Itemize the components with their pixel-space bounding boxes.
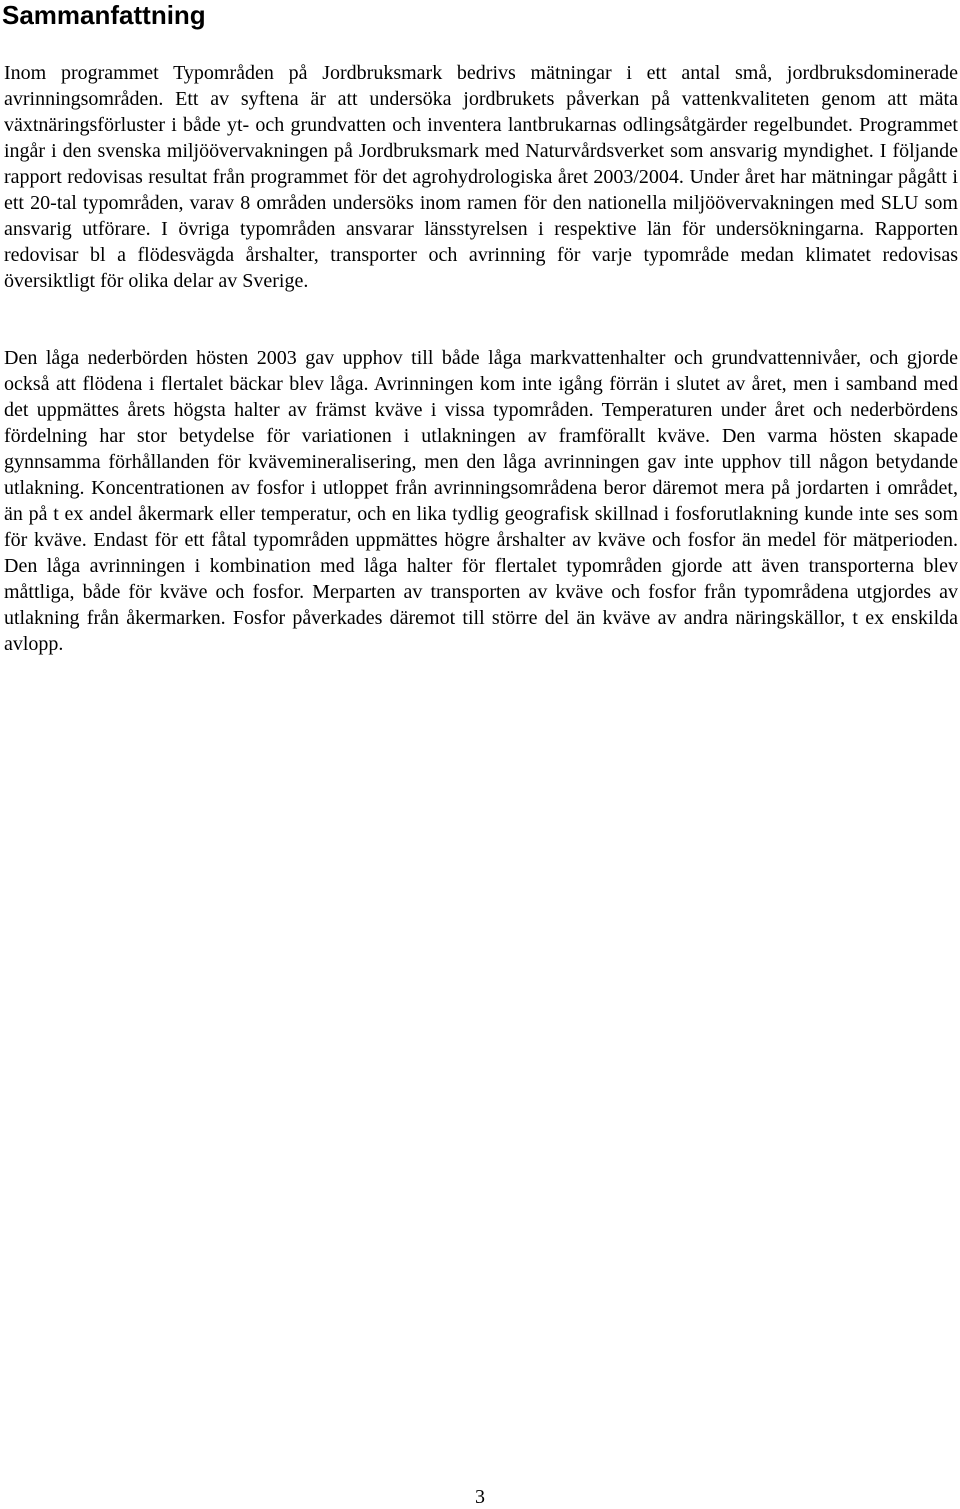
summary-paragraph-1: Inom programmet Typområden på Jordbruksmark bedrivs mätningar i ett antal små, jordbruksdominerade avrinningsområden. Ett av syftena är att undersöka jordbrukets påverkan på vattenkvaliteten genom att mäta växtnäringsförluster i både yt- och grundvatten och inventera lantbrukarnas odlingsåtgärder regelbundet. Programmet ingår i den svenska miljöövervakningen på Jordbruksmark med Naturvårdsverket som ansvarig myndighet. I följande rapport redovisas resultat från programmet för det agrohydrologiska året 2003/2004. Under året har mätningar pågått i ett 20-tal typområden, varav 8 områden undersöks inom ramen för den nationella miljöövervakningen med SLU som ansvarig utförare. I övriga typområden ansvarar länsstyrelsen i respektive län för undersökningarna. Rapporten redovisar bl a flödesvägda årshalter, transporter och avrinning för varje typområde medan klimatet redovisas översiktligt för olika delar av Sverige.: [4, 62, 958, 292]
page-title: Sammanfattning: [2, 0, 206, 30]
summary-paragraph-2: Den låga nederbörden hösten 2003 gav upphov till både låga markvattenhalter och grundvattennivåer, och gjorde också att flödena i flertalet bäckar blev låga. Avrinningen kom inte igång förrän i slutet av året, men i samband med det uppmättes årets högsta halter av främst kväve i vissa typområden. Temperaturen under året och nederbördens fördelning har stor betydelse för variationen i utlakningen av framförallt kväve. Den varma hösten skapade gynnsamma förhållanden för kvävemineralisering, men den låga avrinningen gav inte upphov till någon betydande utlakning. Koncentrationen av fosfor i utloppet från avrinningsområdena beror däremot mera på jordarten i området, än på t ex andel åkermark eller temperatur, och en lika tydlig geografisk skillnad i fosforutlakning kunde inte ses som för kväve. Endast för ett fåtal typområden uppmättes högre årshalter av kväve och fosfor än medel för mätperioden. Den låga avrinningen i kombination med låga halter för flertalet typområden gjorde att även transporterna blev måttliga, både för kväve och fosfor. Merparten av transporten av kväve och fosfor från typområdena utgjordes av utlakning från åkermarken. Fosfor påverkades däremot till större del än kväve av andra näringskällor, t ex enskilda avlopp.: [4, 347, 958, 655]
page-number: 3: [475, 1486, 485, 1508]
